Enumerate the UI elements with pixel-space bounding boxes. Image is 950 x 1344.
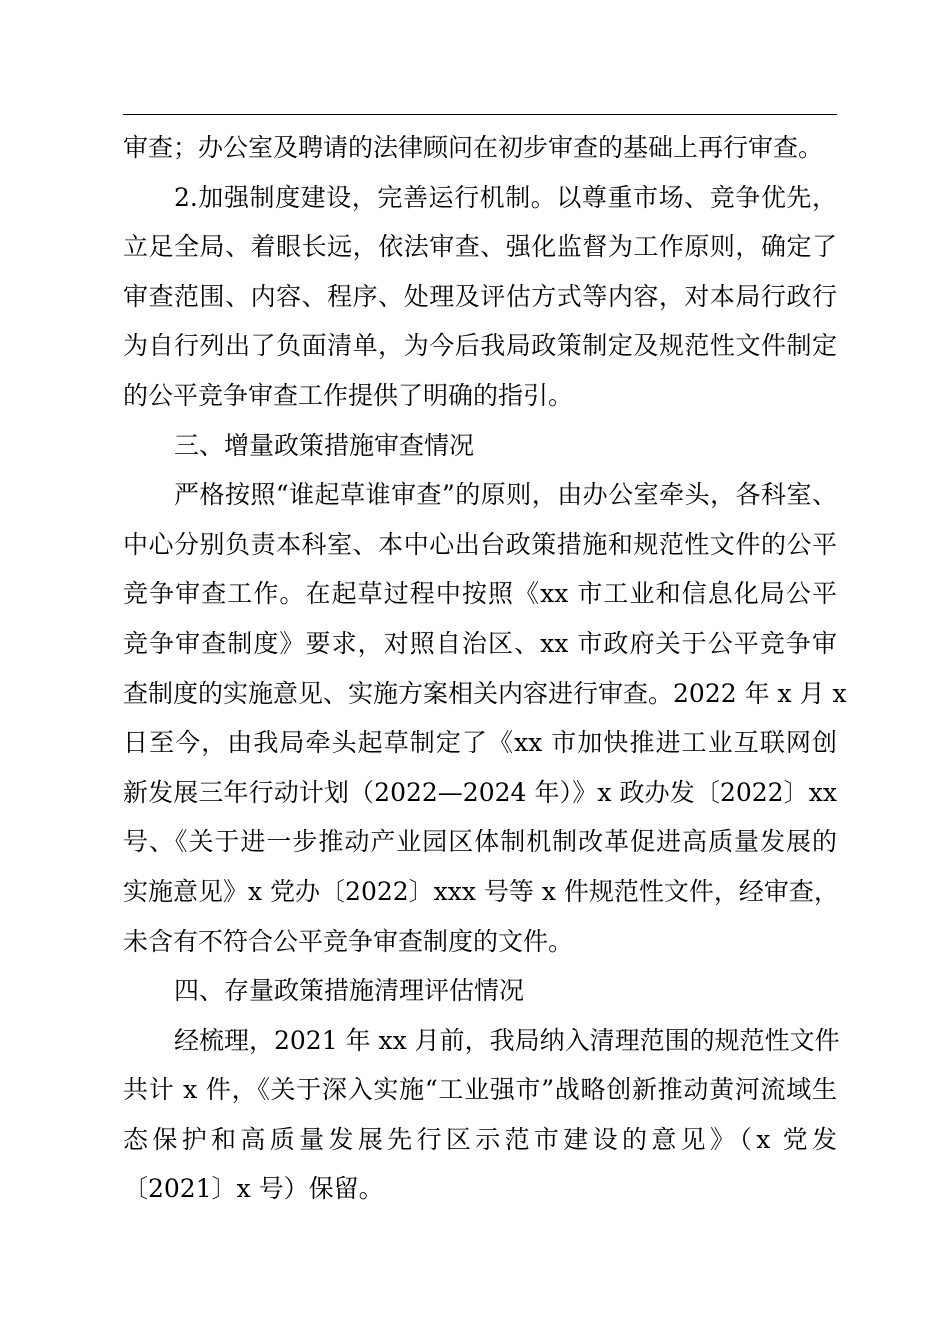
text-line: 查制度的实施意见、实施方案相关内容进行审查。2022 年 x 月 x — [123, 678, 847, 708]
text-line: 竞争审查工作。在起草过程中按照《xx 市工业和信息化局公平 — [123, 579, 837, 609]
text-line: 的公平竞争审查工作提供了明确的指引。 — [123, 380, 574, 410]
header-rule — [123, 114, 837, 115]
text-line: 严格按照“谁起草谁审查”的原则，由办公室牵头，各科室、 — [174, 480, 837, 510]
text-line: 审查范围、内容、程序、处理及评估方式等内容，对本局行政行 — [123, 281, 837, 311]
text-line: 实施意见》x 党办〔2022〕xxx 号等 x 件规范性文件，经审查， — [123, 876, 839, 906]
text-line: 竞争审查制度》要求，对照自治区、xx 市政府关于公平竞争审 — [123, 628, 837, 658]
text-line: 共计 x 件，《关于深入实施“工业强市”战略创新推动黄河流域生 — [123, 1075, 837, 1105]
text-line: 审查；办公室及聘请的法律顾问在初步审查的基础上再行审查。 — [123, 133, 824, 162]
text-line: 经梳理，2021 年 xx 月前，我局纳入清理范围的规范性文件 — [174, 1025, 840, 1055]
text-line: 未含有不符合公平竞争审查制度的文件。 — [123, 926, 574, 956]
section-heading: 三、增量政策措施审查情况 — [174, 430, 475, 460]
text-line: 日至今，由我局牵头起草制定了《xx 市加快推进工业互联网创 — [123, 728, 837, 758]
section-heading: 四、存量政策措施清理评估情况 — [174, 976, 525, 1006]
text-line: 2.加强制度建设，完善运行机制。以尊重市场、竞争优先， — [174, 182, 837, 212]
text-line: 立足全局、着眼长远，依法审查、强化监督为工作原则，确定了 — [123, 232, 837, 262]
document-body — [123, 123, 847, 1214]
text-line: 态保护和高质量发展先行区示范市建设的意见》（x 党发 — [123, 1124, 837, 1154]
text-line: 〔2021〕x 号）保留。 — [123, 1174, 384, 1204]
text-line: 中心分别负责本科室、本中心出台政策措施和规范性文件的公平 — [123, 529, 837, 559]
text-line: 号、《关于进一步推动产业园区体制机制改革促进高质量发展的 — [123, 827, 837, 857]
text-line: 新发展三年行动计划（2022—2024 年）》x 政办发〔2022〕xx — [123, 777, 837, 807]
text-line: 为自行列出了负面清单，为今后我局政策制定及规范性文件制定 — [123, 331, 837, 361]
